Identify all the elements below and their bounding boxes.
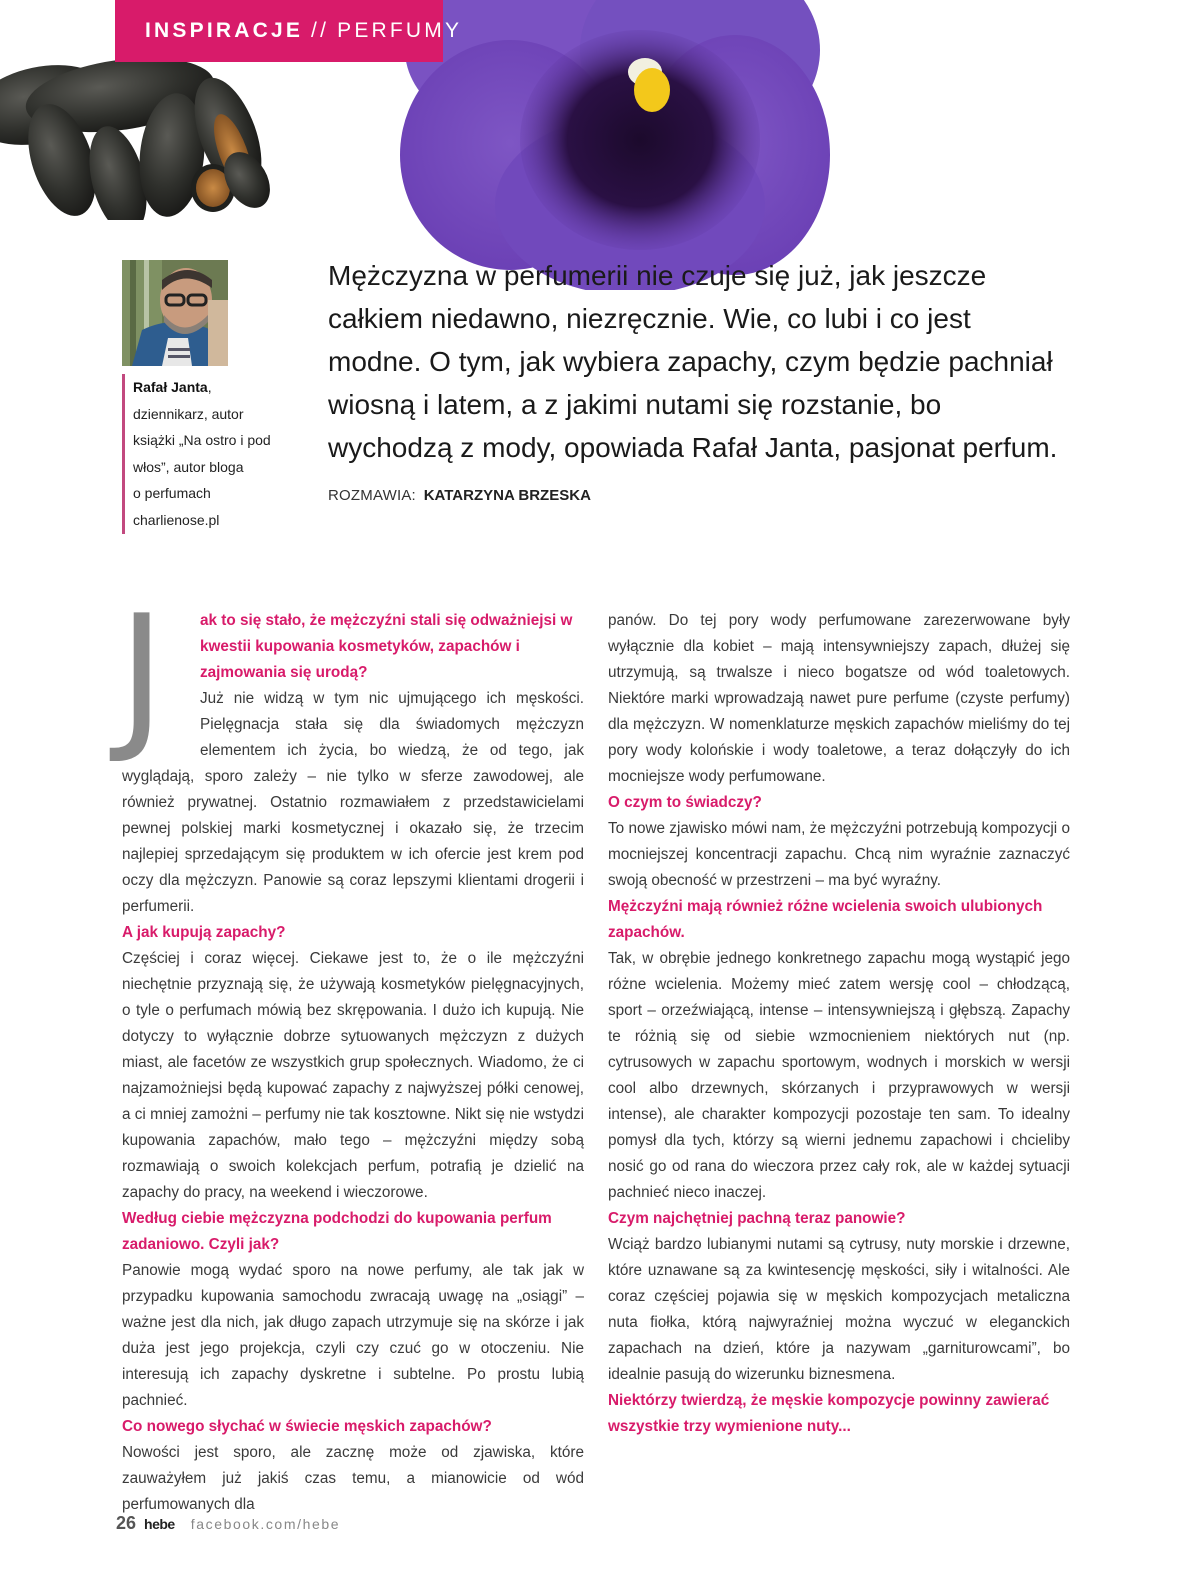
article-lead xyxy=(328,254,1068,517)
article-column-right xyxy=(608,608,1070,1440)
author-bio: Rafał Janta, dziennikarz, autor książki „Na ostro i pod włos”, autor bloga o perfumach charlienose.pl xyxy=(122,374,292,534)
interview-question: O czym to świadczy? xyxy=(608,794,762,811)
interview-question: Czym najchętniej pachną teraz panowie? xyxy=(608,1210,906,1227)
author-bio-line: włos”, autor bloga xyxy=(133,458,244,475)
lead-text: Mężczyzna w perfumerii nie czuje się już, jak jeszcze całkiem niedawno, niezręcznie. Wie, co lubi i co jest modne. O tym, jak wybiera zapachy, czym będzie pachniał wiosną i latem, a z jakimi nutami się rozstanie, bo wychodzą z mody, opowiada Rafał Janta, pasjonat perfum. xyxy=(328,260,1058,463)
drop-cap: J xyxy=(118,580,166,767)
interview-answer: Nowości jest sporo, ale zacznę może od zjawiska, które zauważyłem już jakiś czas temu, a mianowicie od wód perfumowanych dla xyxy=(122,1444,584,1513)
author-name: Rafał Janta xyxy=(133,379,208,395)
brand-logo: hebe xyxy=(144,1516,175,1532)
byline-name: KATARZYNA BRZESKA xyxy=(423,487,591,504)
interview-question: ak to się stało, że mężczyźni stali się odważniejsi w kwestii kupowania kosmetyków, zapachów i zajmowania się urodą? xyxy=(200,612,573,681)
page-footer xyxy=(116,1513,340,1534)
author-blog-link: charlienose.pl xyxy=(133,511,220,528)
author-bio-line: o perfumach xyxy=(133,485,211,502)
interview-answer: Wciąż bardzo lubianymi nutami są cytrusy, nuty morskie i drzewne, które uznawane są za kwintesencję męskości, siły i witalności. Ale coraz częściej pojawia się w męskich kompozycjach metaliczna nuta fiołka, którą najwyraźniej można wyczuć w eleganckich zapachach na dzień, które ja nazywam „garniturowcami”, bo idealnie pasują do wizerunku biznesmena. xyxy=(608,1236,1070,1383)
interview-answer: Panowie mogą wydać sporo na nowe perfumy, ale tak jak w przypadku kupowania samochodu zwracają uwagę na „osiągi” – ważne jest dla nich, jak długo zapach utrzymuje się na skórze i jak duża jest jego projekcja, czyli czy czuć go w otoczeniu. Nie interesują ich zapachy dyskretne i subtelne. Po prostu lubią pachnieć. xyxy=(122,1262,584,1409)
answer-text: Już nie widzą w tym nic ujmującego ich męskości. Pielęgnacja stała się dla świadomych mężczyzn elementem ich życia, bo wiedzą, że od tego, jak wyglądają, sporo zależy – nie tylko w sferze zawodowej, ale również prywatnej. Ostatnio rozmawiałem z przedstawicielami pewnej polskiej marki kosmetycznej i okazało się, że trzecim najlepiej sprzedającym się produktem w ich ofercie jest krem pod oczy dla mężczyzn. Panowie są coraz lepszymi klientami drogerii i perfumerii. xyxy=(122,690,584,915)
author-bio-line: dziennikarz, autor xyxy=(133,405,244,422)
interview-answer xyxy=(122,686,584,920)
interview-answer: Częściej i coraz więcej. Ciekawe jest to, że o ile mężczyźni niechętnie przyznają się, że używają kosmetyków pielęgnacyjnych, o tyle o perfumach mówią bez skrępowania. I dużo ich kupują. Nie dotyczy to wyłącznie dobrze sytuowanych mężczyzn z dużych miast, ale facetów ze wszystkich grup społecznych. Wiadomo, że ci najzamożniejsi będą kupować zapachy z najwyższej półki cenowej, a ci mniej zamożni – perfumy nie tak kosztowne. Nikt się nie wstydzi kupowania zapachów, mało tego – mężczyźni między sobą rozmawiają o swoich kolekcjach perfum, potrafią je dzielić na zapachy do pracy, na weekend i wieczorowe. xyxy=(122,950,584,1201)
tonka-beans-image xyxy=(0,40,440,220)
subsection-label: PERFUMY xyxy=(337,19,463,42)
interview-question: Co nowego słychać w świecie męskich zapachów? xyxy=(122,1418,492,1435)
interview-question: Według ciebie mężczyzna podchodzi do kupowania perfum zadaniowo. Czyli jak? xyxy=(122,1210,552,1253)
author-bio-line: książki „Na ostro i pod xyxy=(133,432,271,449)
pansy-flower-image xyxy=(390,0,830,290)
page-number: 26 xyxy=(116,1513,137,1533)
byline-label: ROZMAWIA: xyxy=(328,487,416,504)
author-photo xyxy=(122,260,228,366)
interview-question: Mężczyźni mają również różne wcielenia swoich ulubionych zapachów. xyxy=(608,898,1043,941)
section-label: INSPIRACJE xyxy=(145,19,304,42)
article-column-left xyxy=(118,580,584,1518)
interview-question: Niektórzy twierdzą, że męskie kompozycje powinny zawierać wszystkie trzy wymienione nuty... xyxy=(608,1392,1050,1435)
interview-answer: Tak, w obrębie jednego konkretnego zapachu mogą wystąpić jego różne wcielenia. Możemy mieć zatem wersję cool – chłodzącą, sport – orzeźwiającą, intense – intensywniejszą i głębszą. Zapachy te różnią się od siebie wzmocnieniem niektórych nut (np. cytrusowych w zapachu sportowym, wodnych i morskich w wersji cool albo drzewnych, skórzanych i przyprawowych w wersji intense), ale charakter kompozycji pozostaje ten sam. To idealny pomysł dla tych, którzy są wierni jednemu zapachowi i chcieliby nosić go od rana do wieczora przez cały rok, ale w każdej sytuacji pachnieć nieco inaczej. xyxy=(608,950,1070,1201)
section-banner xyxy=(115,0,463,62)
interview-answer: panów. Do tej pory wody perfumowane zarezerwowane były wyłącznie dla kobiet – mają intensywniejszy zapach, dłużej się utrzymują, są trwalsze i nieco bogatsze od wód toaletowych. Niektóre marki wprowadzają nawet pure perfume (czyste perfumy) dla mężczyzn. W nomenklaturze męskich zapachów mieliśmy do tej pory wody kolońskie i wody toaletowe, a teraz dołączyły do ich mocniejsze wody perfumowane. xyxy=(608,612,1070,785)
author-portrait-icon xyxy=(122,260,228,366)
interview-question: A jak kupują zapachy? xyxy=(122,924,286,941)
section-separator: // xyxy=(311,19,330,42)
interview-answer: To nowe zjawisko mówi nam, że mężczyźni potrzebują kompozycji o mocniejszej koncentracji zapachu. Chcą nim wyraźnie zaznaczyć swoją obecność w przestrzeni – ma być wyraźny. xyxy=(608,820,1070,889)
facebook-link[interactable]: facebook.com/hebe xyxy=(190,1516,341,1532)
